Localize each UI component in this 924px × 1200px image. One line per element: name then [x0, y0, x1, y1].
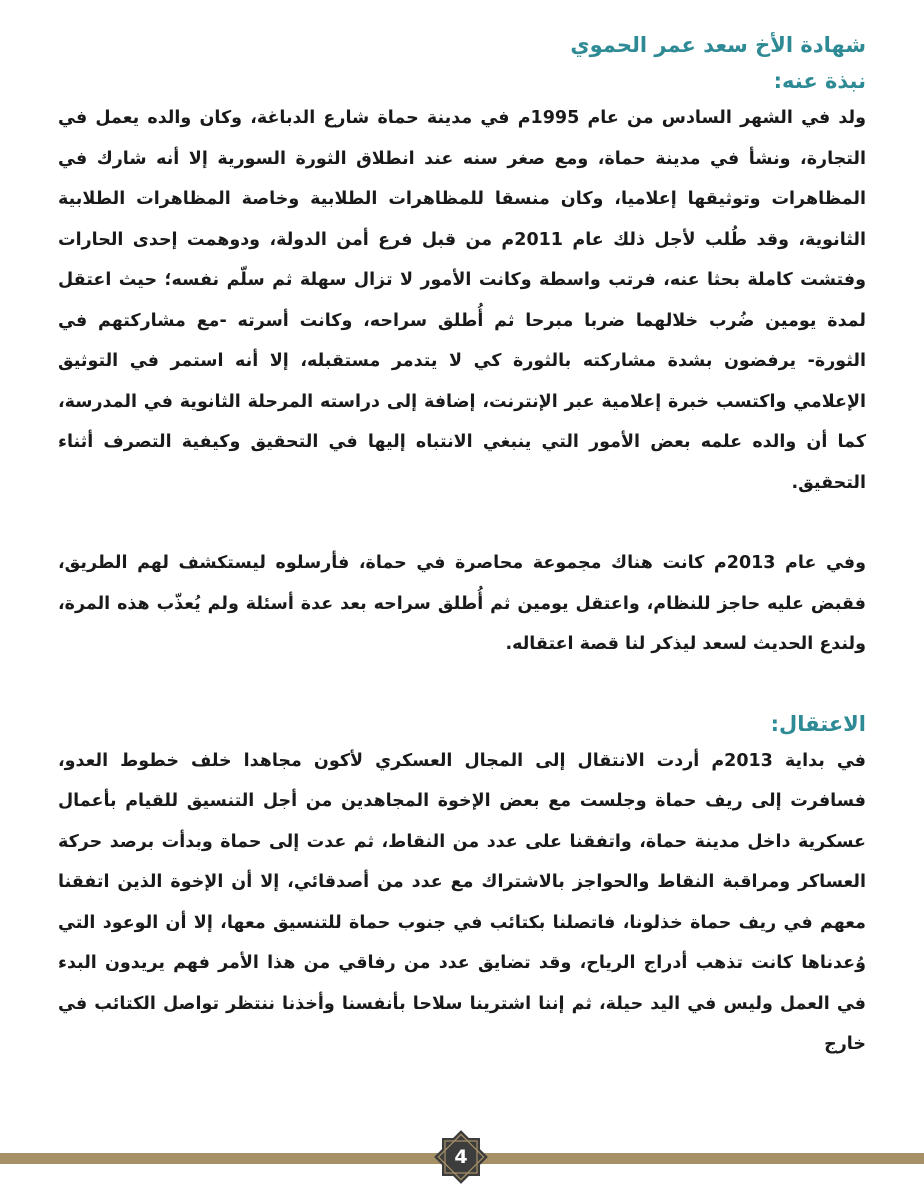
paragraph-spacer	[58, 503, 866, 543]
paragraph-2013: وفي عام 2013م كانت هناك مجموعة محاصرة في حماة، فأرسلوه ليستكشف لهم الطريق، فقبض عليه حاجز للنظام، واعتقل يومين ثم أُطلق سراحه بعد عدة أسئلة ولم يُعذّب هذه المرة، ولندع الحديث لسعد ليذكر لنا قصة اعتقاله.	[58, 553, 867, 654]
page-number: 4	[454, 1146, 468, 1168]
page-content	[58, 28, 866, 1065]
section-heading-arrest: الاعتقال:	[770, 711, 866, 736]
page-number-badge	[432, 1128, 490, 1186]
paragraph-arrest: في بداية 2013م أردت الانتقال إلى المجال العسكري لأكون مجاهدا خلف خطوط العدو، فسافرت إلى ريف حماة وجلست مع بعض الإخوة المجاهدين من أجل التنسيق للقيام بأعمال عسكرية داخل مدينة حماة، واتفقنا على عدد من النقاط، ثم عدت إلى حماة وبدأت برصد حركة العساكر ومراقبة النقاط والحواجز بالاشتراك مع عدد من أصدقائي، إلا أن الإخوة الذين اتفقنا معهم في ريف حماة خذلونا، فاتصلنا بكتائب في جنوب حماة للتنسيق معها، إلا أن الوعود التي وُعدناها كانت تذهب أدراج الرياح، وقد تضايق عدد من رفاقي من هذا الأمر فهم يريدون البدء في العمل وليس في اليد حيلة، ثم إننا اشترينا سلاحا بأنفسنا وأخذنا ننتظر تواصل الكتائب في خارج	[58, 750, 866, 1054]
paragraph-bio: ولد في الشهر السادس من عام 1995م في مدينة حماة شارع الدباغة، وكان والده يعمل في التجارة، ونشأ في مدينة حماة، ومع صغر سنه عند انطلاق الثورة السورية إلا أنه شارك في المظاهرات وتوثيقها إعلاميا، وكان منسقا للمظاهرات الطلابية وخاصة المظاهرات الطلابية الثانوية، وقد طُلب لأجل ذلك عام 2011م من قبل فرع أمن الدولة، ودوهمت إحدى الحارات وفتشت كاملة بحثا عنه، فرتب واسطة وكانت الأمور لا تزال سهلة ثم سلّم نفسه؛ حيث اعتقل لمدة يومين ضُرب خلالهما ضربا مبرحا ثم أُطلق سراحه، وكانت أسرته -مع مشاركتهم في الثورة- يرفضون بشدة مشاركته بالثورة كي لا يتدمر مستقبله، إلا أنه استمر في التوثيق الإعلامي واكتسب خبرة إعلامية عبر الإنترنت، إضافة إلى دراسته المرحلة الثانوية في المدرسة، كما أن والده علمه بعض الأمور التي ينبغي الانتباه إليها في التحقيق وكيفية التصرف أثناء التحقيق.	[58, 108, 866, 493]
section-spacer	[58, 665, 866, 705]
section-heading-bio: نبذة عنه:	[773, 69, 866, 93]
document-title: شهادة الأخ سعد عمر الحموي	[570, 33, 866, 57]
